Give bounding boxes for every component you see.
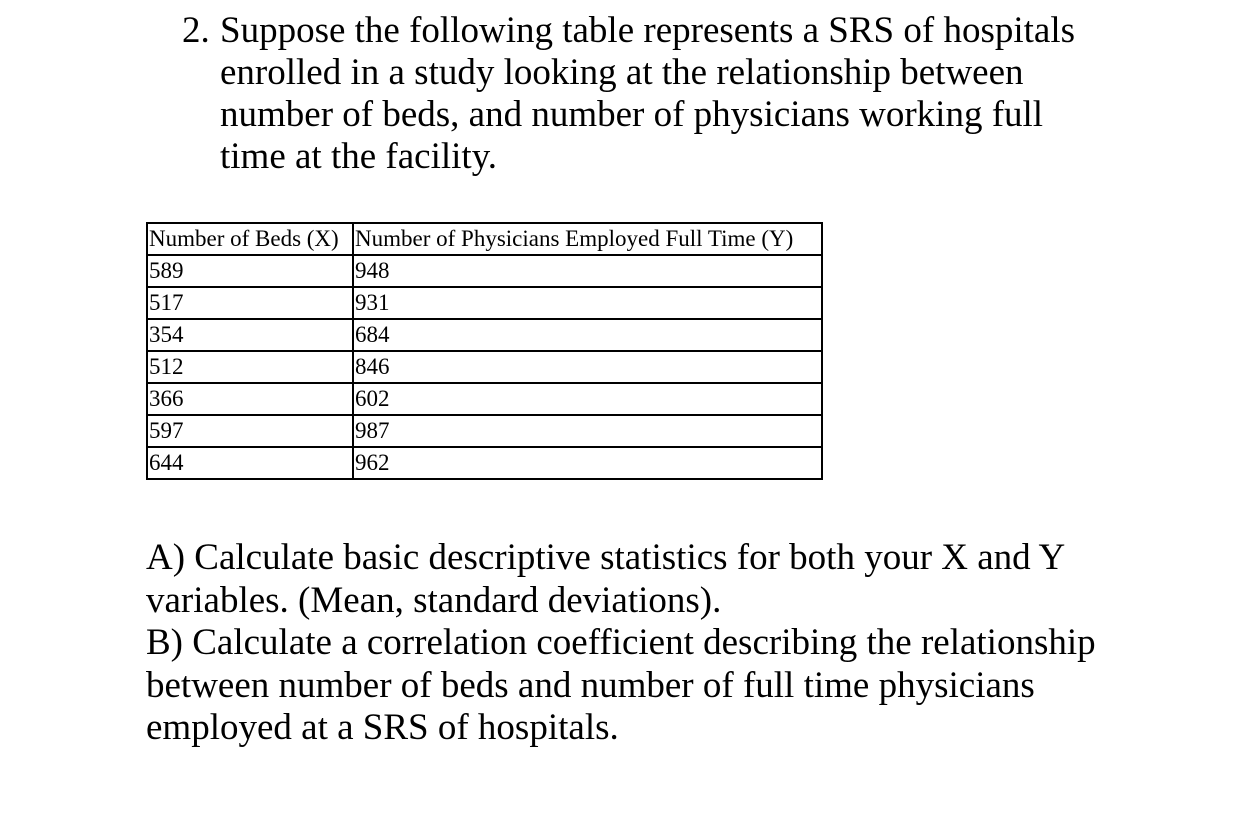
cell-physicians: 948	[353, 255, 822, 287]
cell-physicians: 931	[353, 287, 822, 319]
header-physicians: Number of Physicians Employed Full Time (Y)	[353, 223, 822, 255]
data-table	[146, 222, 823, 480]
table-row	[147, 319, 822, 351]
header-beds: Number of Beds (X)	[147, 223, 353, 255]
cell-beds: 512	[147, 351, 353, 383]
problem-line-2: enrolled in a study looking at the relationship between	[220, 52, 1024, 93]
cell-beds: 644	[147, 447, 353, 479]
cell-beds: 589	[147, 255, 353, 287]
problem-line-4: time at the facility.	[220, 136, 498, 177]
cell-beds: 597	[147, 415, 353, 447]
cell-physicians: 987	[353, 415, 822, 447]
cell-beds: 354	[147, 319, 353, 351]
problem-number: 2.	[182, 10, 210, 51]
table-header-row	[147, 223, 822, 255]
cell-beds: 517	[147, 287, 353, 319]
problem-line-1	[182, 10, 1102, 52]
cell-physicians: 962	[353, 447, 822, 479]
table-row	[147, 415, 822, 447]
question-b-line-3: employed at a SRS of hospitals.	[146, 707, 619, 748]
cell-physicians: 684	[353, 319, 822, 351]
questions	[146, 537, 1146, 750]
problem-text-1: Suppose the following table represents a SRS of hospitals	[220, 10, 1076, 51]
table-row	[147, 255, 822, 287]
table-row	[147, 351, 822, 383]
cell-beds: 366	[147, 383, 353, 415]
question-b-line-1: B) Calculate a correlation coefficient describing the relationship	[146, 622, 1096, 663]
problem-line-3: number of beds, and number of physicians working full	[220, 94, 1044, 135]
problem-statement	[182, 10, 1102, 178]
cell-physicians: 846	[353, 351, 822, 383]
table-row	[147, 383, 822, 415]
cell-physicians: 602	[353, 383, 822, 415]
question-a-line-2: variables. (Mean, standard deviations).	[146, 579, 722, 621]
table-row	[147, 287, 822, 319]
question-a-line-1: A) Calculate basic descriptive statistics for both your X and Y	[146, 537, 1066, 578]
question-b-line-2: between number of beds and number of full time physicians	[146, 664, 1035, 706]
table-row	[147, 447, 822, 479]
